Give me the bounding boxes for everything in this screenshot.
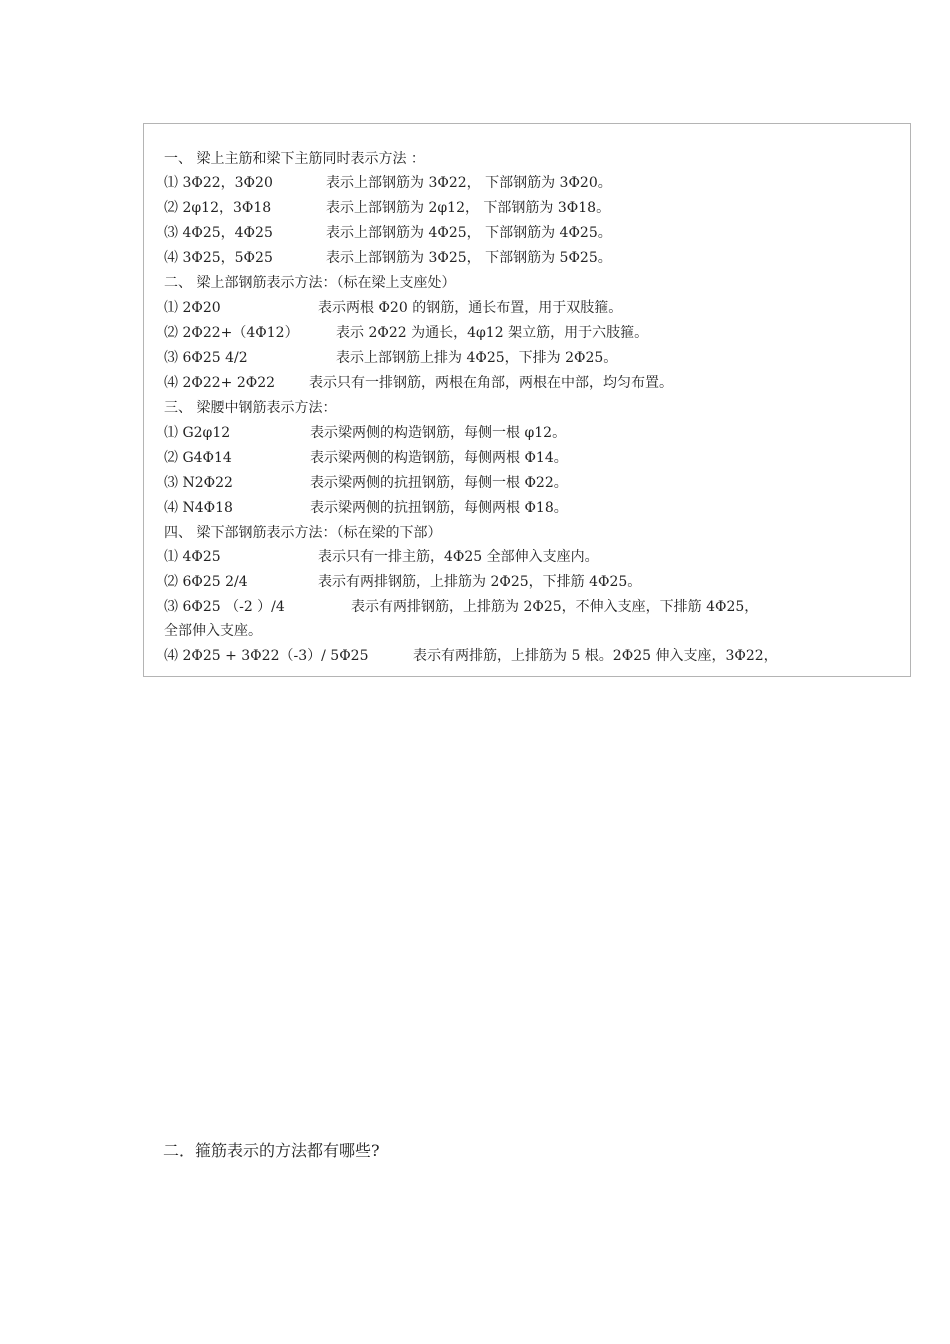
list-item — [164, 299, 623, 317]
section-heading: 二、 梁上部钢筋表示方法：（标在梁上支座处） — [164, 275, 456, 291]
rebar-code: ⑷ 2Φ22+ 2Φ22 — [164, 375, 276, 391]
section-heading: 一、 梁上主筋和梁下主筋同时表示方法 ： — [164, 151, 425, 167]
rebar-description: 表示有两排筋，上排筋为 5 根。2Φ25 伸入支座，3Φ22， — [413, 648, 778, 664]
list-item — [164, 174, 612, 192]
list-item — [164, 647, 778, 665]
rebar-code: ⑵ G4Φ14 — [164, 450, 232, 466]
rebar-description: 表示只有一排主筋，4Φ25 全部伸入支座内。 — [318, 549, 599, 565]
rebar-code: ⑴ 2Φ20 — [164, 300, 221, 316]
section-heading: 三、 梁腰中钢筋表示方法： — [164, 400, 337, 416]
rebar-code: ⑵ 6Φ25 2/4 — [164, 574, 248, 590]
embedded-rebar-notation-image — [143, 123, 911, 677]
section-heading: 四、 梁下部钢筋表示方法：（标在梁的下部） — [164, 525, 442, 541]
rebar-code: ⑴ 3Φ22，3Φ20 — [164, 175, 273, 191]
rebar-code: ⑷ 2Φ25 + 3Φ22（-3）/ 5Φ25 — [164, 648, 369, 664]
rebar-description: 表示只有一排钢筋，两根在角部，两根在中部，均匀布置。 — [309, 375, 673, 391]
rebar-code: ⑴ G2φ12 — [164, 425, 231, 441]
list-item — [164, 249, 612, 267]
rebar-description: 表示梁两侧的构造钢筋，每侧一根 φ12。 — [310, 425, 567, 441]
list-item — [164, 499, 568, 517]
rebar-code: ⑴ 4Φ25 — [164, 549, 221, 565]
list-item — [164, 449, 568, 467]
rebar-description: 表示上部钢筋为 2φ12， 下部钢筋为 3Φ18。 — [326, 200, 611, 216]
rebar-code: ⑵ 2Φ22+（4Φ12） — [164, 325, 299, 341]
rebar-description: 表示梁两侧的抗扭钢筋，每侧两根 Φ18。 — [310, 500, 568, 516]
rebar-description: 表示上部钢筋上排为 4Φ25，下排为 2Φ25。 — [336, 350, 618, 366]
rebar-description: 表示 2Φ22 为通长，4φ12 架立筋，用于六肢箍。 — [336, 325, 649, 341]
list-item — [164, 424, 567, 442]
rebar-description: 表示有两排钢筋，上排筋为 2Φ25，下排筋 4Φ25。 — [318, 574, 642, 590]
rebar-code: ⑶ 6Φ25 4/2 — [164, 350, 248, 366]
rebar-code: ⑶ N2Φ22 — [164, 475, 233, 491]
rebar-code: ⑵ 2φ12，3Φ18 — [164, 200, 272, 216]
rebar-description: 表示两根 Φ20 的钢筋，通长布置，用于双肢箍。 — [318, 300, 623, 316]
list-item — [164, 598, 759, 616]
list-item — [164, 573, 642, 591]
rebar-description: 表示有两排钢筋，上排筋为 2Φ25，不伸入支座，下排筋 4Φ25， — [351, 599, 759, 615]
list-item — [164, 224, 612, 242]
list-item — [164, 374, 673, 392]
rebar-description: 表示上部钢筋为 4Φ25， 下部钢筋为 4Φ25。 — [326, 225, 612, 241]
rebar-description: 表示上部钢筋为 3Φ25， 下部钢筋为 5Φ25。 — [326, 250, 612, 266]
rebar-code: ⑶ 6Φ25 （-2 ）/4 — [164, 599, 285, 615]
list-item — [164, 349, 618, 367]
rebar-code: ⑷ 3Φ25，5Φ25 — [164, 250, 273, 266]
question-heading: 二．箍筋表示的方法都有哪些? — [163, 1141, 380, 1160]
list-item — [164, 324, 649, 342]
list-item — [164, 474, 568, 492]
rebar-code: ⑶ 4Φ25，4Φ25 — [164, 225, 273, 241]
rebar-description: 表示梁两侧的构造钢筋，每侧两根 Φ14。 — [310, 450, 568, 466]
rebar-description: 表示上部钢筋为 3Φ22， 下部钢筋为 3Φ20。 — [326, 175, 612, 191]
rebar-code: ⑷ N4Φ18 — [164, 500, 233, 516]
list-item — [164, 199, 611, 217]
rebar-description: 表示梁两侧的抗扭钢筋，每侧一根 Φ22。 — [310, 475, 568, 491]
list-item — [164, 548, 599, 566]
list-item-continuation: 全部伸入支座。 — [164, 623, 262, 639]
